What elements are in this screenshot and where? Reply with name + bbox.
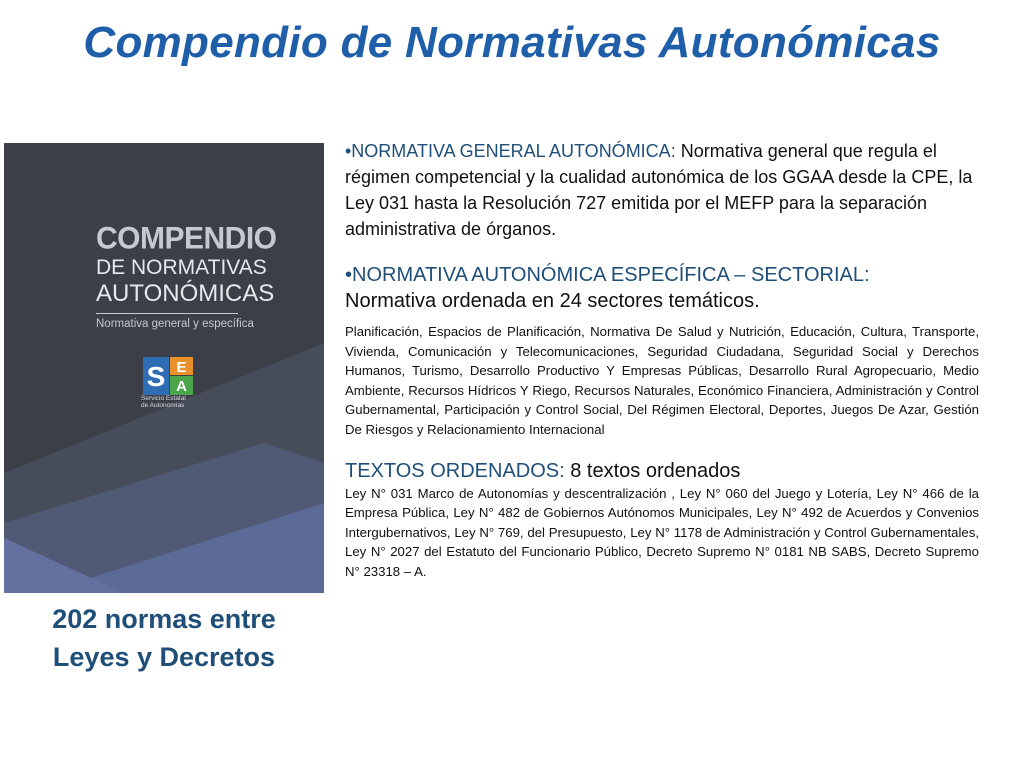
general-paragraph — [345, 138, 979, 242]
logo-caption-line-2: de Autonomías — [141, 402, 185, 409]
cover-title-line-2: DE NORMATIVAS — [96, 256, 267, 279]
specific-text: Normativa ordenada en 24 sectores temáticos. — [345, 290, 760, 312]
specific-heading: •NORMATIVA AUTONÓMICA ESPECÍFICA – SECTORIAL: — [345, 264, 870, 286]
general-heading: •NORMATIVA GENERAL AUTONÓMICA: — [345, 141, 676, 161]
book-cover-image — [4, 143, 324, 593]
logo-caption-line-1: Servicio Estatal — [141, 395, 186, 402]
svg-text:S: S — [146, 361, 166, 392]
ordered-texts-list: Ley N° 031 Marco de Autonomías y descentralización , Ley N° 060 del Juego y Lotería, Ley N° 466 de la Empresa Pública, Ley N° 482 de Gobiernos Autónomos Municipales, Ley N° 492 de Acuerdos y Convenios Intergubernativos, Ley N° 769, del Presupuesto, Ley N° 1178 de Administración y Control Gubernamentales, Ley N° 2027 del Estatuto del Funcionario Público, Decreto Supremo N° 0181 NB SABS, Decreto Supremo N° 23318 – A. — [345, 485, 979, 579]
cover-subtitle: Normativa general y específica — [96, 318, 254, 330]
sectors-list: Planificación, Espacios de Planificación, Normativa De Salud y Nutrición, Educación, Cultura, Transporte, Vivienda, Comunicación y Telecomunicaciones, Seguridad Ciudadana, Seguridad Social y Derechos Humanos, Turismo, Desarrollo Productivo Y Empresas Públicas, Desarrollo Rural Agropecuario, Medio Ambiente, Recursos Hídricos Y Riego, Recursos Naturales, Económico Financiera, Administración y Control Gubernamental, Participación y Control Social, Del Régimen Electoral, Deportes, Juegos De Azar, Gestión De Riesgos y Relacionamiento Internacional — [345, 324, 979, 437]
norms-count-caption — [4, 600, 324, 676]
cover-divider — [96, 313, 238, 314]
caption-line-1: 202 normas entre — [52, 604, 276, 634]
svg-text:A: A — [176, 378, 187, 395]
cover-title-line-3: AUTONÓMICAS — [96, 280, 275, 307]
slide-title: Compendio de Normativas Autonómicas — [83, 18, 941, 67]
cover-title: COMPENDIO — [96, 221, 277, 256]
caption-line-2: Leyes y Decretos — [52, 642, 276, 672]
ordered-count: 8 textos ordenados — [564, 459, 741, 482]
specific-paragraph — [345, 262, 979, 314]
ordered-heading: TEXTOS ORDENADOS: — [345, 459, 565, 482]
svg-text:E: E — [176, 359, 187, 376]
sea-logo — [143, 357, 193, 395]
content-column — [345, 138, 979, 582]
general-text: Normativa general que regula el régimen competencial y la cualidad autonómica de los GGAA desde la CPE, la Ley 031 hasta la Resolución 727 emitida por el MEFP para la separación administrativa de órganos. — [345, 141, 973, 239]
logo-caption — [141, 395, 201, 409]
ordered-texts-line — [345, 458, 979, 484]
